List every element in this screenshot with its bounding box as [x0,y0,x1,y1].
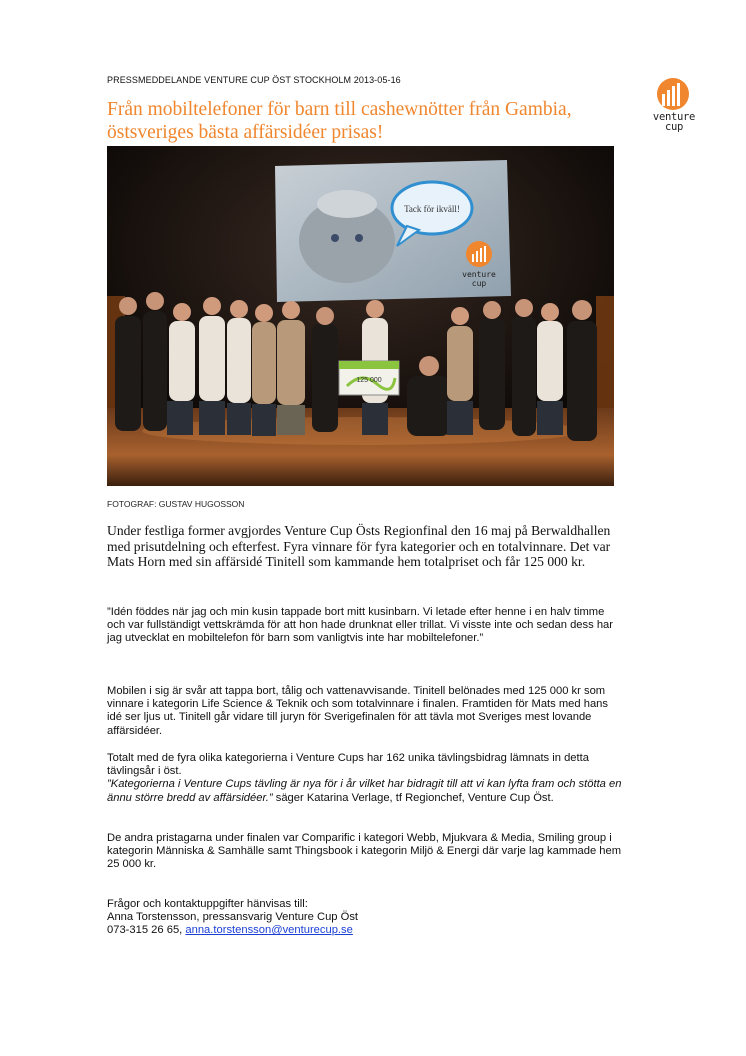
body-paragraph-1: Mobilen i sig är svår att tappa bort, tålig och vattenavvisande. Tinitell belönades med 125 000 kr som vinnare i kategorin Life Science & Teknik och som totalvinnare i finalen. Framtiden för Mats med hans idé ser ljus ut. Tinitell går vidare till juryn för Sverigefinalen för att tävla mot Sveriges mest lovande affärsidéer. [107,685,608,737]
quote-attribution: säger Katarina Verlage, tf Regionchef, Venture Cup Öst. [272,791,554,804]
body-paragraph-2 [107,752,622,805]
speech-bubble-text: Tack för ikväll! [404,204,460,214]
screen-logo-line1: venture [462,270,496,279]
headline: Från mobiltelefoner för barn till cashewnötter från Gambia, östsveriges bästa affärsidéer prisas! [107,99,572,143]
photo-caption: FOTOGRAF: GUSTAV HUGOSSON [107,499,245,509]
event-photo [107,146,614,486]
body-paragraph-2-text: Totalt med de fyra olika kategorierna i Venture Cups har 162 unika tävlingsbidrag lämnats in detta tävlingsår i öst. [107,752,589,778]
contact-name: Anna Torstensson, pressansvarig Venture Cup Öst [107,911,359,924]
screen-logo-line2: cup [471,279,487,288]
contact-intro: Frågor och kontaktuppgifter hänvisas till: [107,898,308,910]
lead-paragraph: Under festliga former avgjordes Venture Cup Östs Regionfinal den 16 maj på Berwaldhallen med prisutdelning och efterfest. Fyra vinnare för fyra kategorier och en totalvinnare. Det var Mats Horn med sin affärsidé Tinitell som kammande hem totalpriset och får 125 000 kr. [107,523,611,570]
contact-email-link[interactable]: anna.torstensson@venturecup.se [185,924,353,937]
venture-cup-logo [650,78,700,138]
screen-logo-icon [466,241,492,267]
regional-chief-quote: ”Kategorierna i Venture Cups tävling är nya för i år vilket har bidragit till att vi kan lyfta fram och stötta en ännu större bredd av affärsidéer.” [107,778,622,804]
contact-block [107,898,622,938]
logo-word-cup: cup [664,121,684,133]
press-release-header: PRESSMEDDELANDE VENTURE CUP ÖST STOCKHOLM 2013-05-16 [107,75,401,85]
event-photo-illustration [107,146,614,486]
check-amount: 125 000 [356,377,382,384]
contact-phone: 073-315 26 65, [107,924,186,937]
logo-word-venture: venture [652,111,696,123]
body-paragraph-3: De andra pristagarna under finalen var Comparific i kategori Webb, Mjukvara & Media, Smiling group i kategorin Människa & Samhälle samt Thingsbook i kategorin Miljö & Energi där varje lag kammade hem 25 000 kr. [107,832,622,871]
prize-check [339,361,399,395]
venture-cup-logo-icon [653,78,693,112]
quote-paragraph: ”Idén föddes när jag och min kusin tappade bort mitt kusinbarn. Vi letade efter henne i en halv timme och var fullständigt vettskrämda för att hon hade drunknat eller trillat. Vi visste inte och sedan dess har jag utvecklat en mobiltelefon för barn som vanligtvis inte har mobiltelefoner.” [107,606,613,645]
